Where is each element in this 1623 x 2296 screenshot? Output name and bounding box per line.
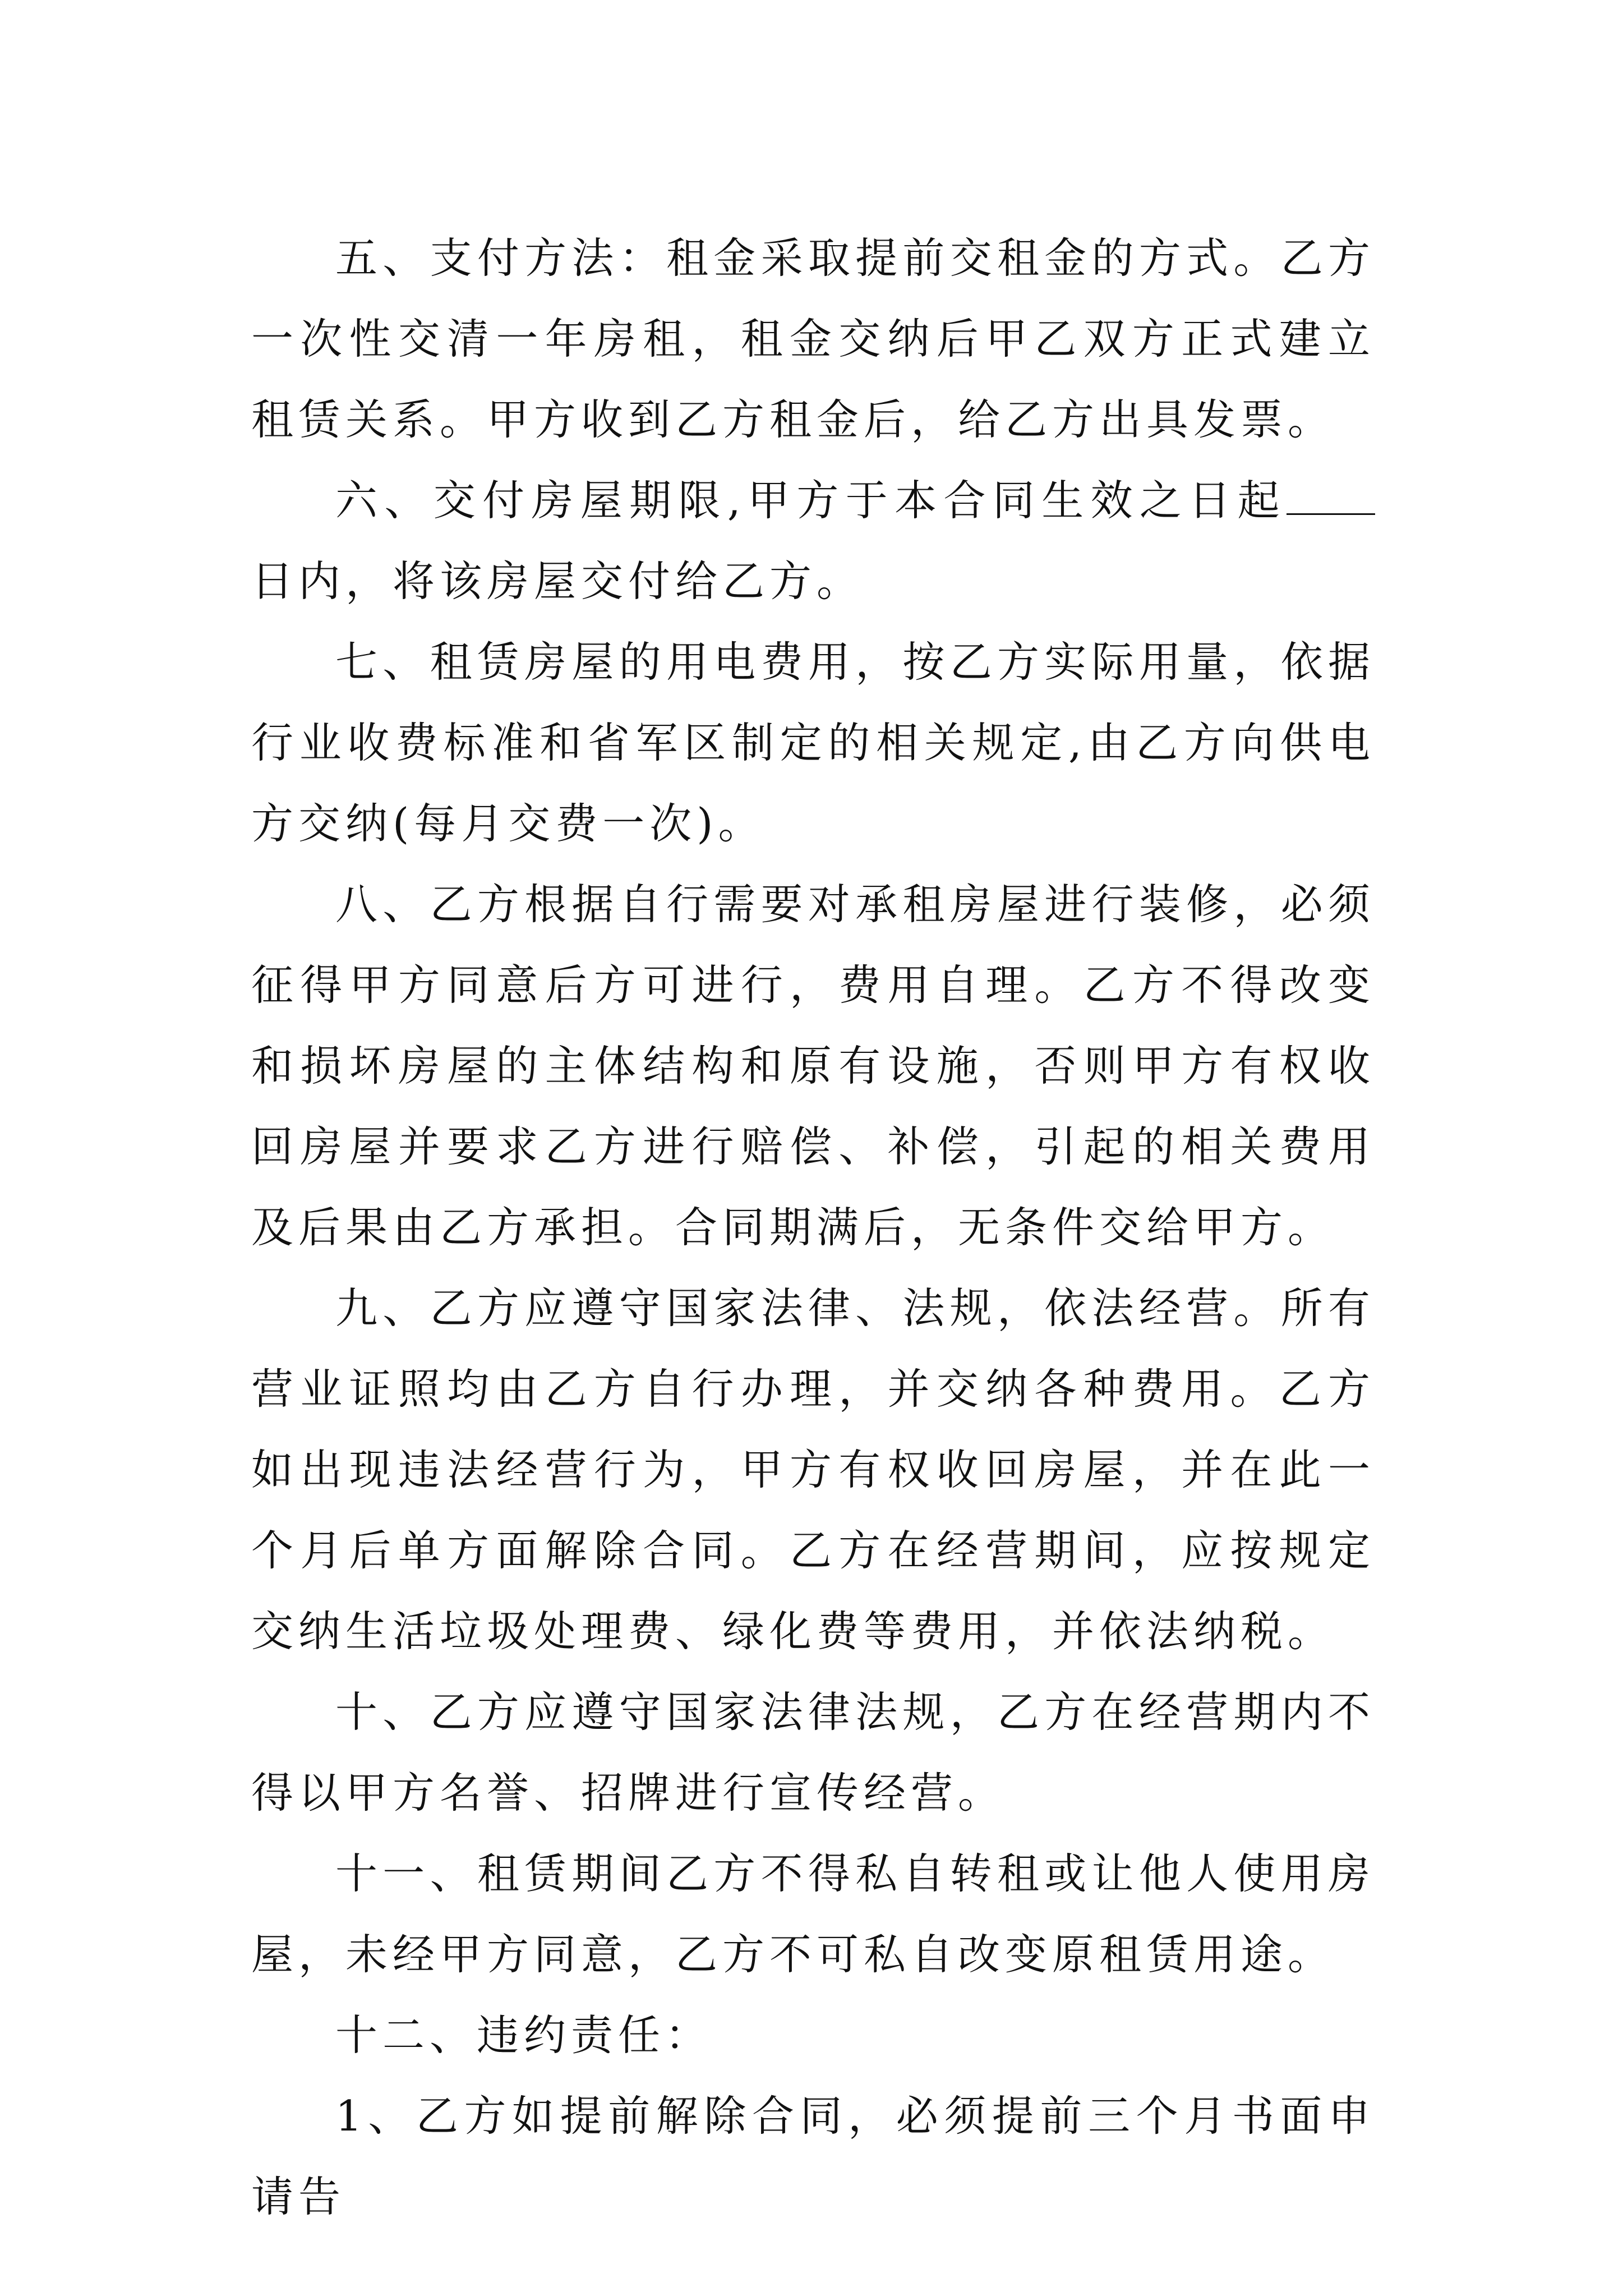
clause-12-item-1: 1、乙方如提前解除合同，必须提前三个月书面申请告 bbox=[251, 2091, 1375, 2221]
clause-11-sublease: 十一、租赁期间乙方不得私自转租或让他人使用房屋，未经甲方同意，乙方不可私自改变原租赁用途。 bbox=[251, 1849, 1375, 1979]
clause-10-reputation: 十、乙方应遵守国家法律法规，乙方在经营期内不得以甲方名誉、招牌进行宣传经营。 bbox=[251, 1687, 1375, 1818]
clause-9-compliance: 九、乙方应遵守国家法律、法规，依法经营。所有营业证照均由乙方自行办理，并交纳各种费用。乙方如出现违法经营行为，甲方有权收回房屋，并在此一个月后单方面解除合同。乙方在经营期间，应按规定交纳生活垃圾处理费、绿化费等费用，并依法纳税。 bbox=[251, 1283, 1375, 1656]
clause-6-delivery-period bbox=[251, 460, 1375, 622]
clause-12-liability-heading: 十二、违约责任： bbox=[335, 2010, 713, 2060]
contract-body bbox=[251, 218, 1375, 2237]
clause-7-electricity: 七、租赁房屋的用电费用，按乙方实际用量，依据行业收费标准和省军区制定的相关规定,由乙方向供电方交纳(每月交费一次)。 bbox=[251, 637, 1375, 848]
clause-8-renovation: 八、乙方根据自行需要对承租房屋进行装修，必须征得甲方同意后方可进行，费用自理。乙方不得改变和损坏房屋的主体结构和原有设施，否则甲方有权收回房屋并要求乙方进行赔偿、补偿，引起的相关费用及后果由乙方承担。合同期满后，无条件交给甲方。 bbox=[251, 880, 1375, 1252]
clause-6-text-before: 六、交付房屋期限,甲方于本合同生效之日起 bbox=[335, 476, 1287, 525]
clause-5-payment: 五、支付方法：租金采取提前交租金的方式。乙方一次性交清一年房租，租金交纳后甲乙双方正式建立租赁关系。甲方收到乙方租金后，给乙方出具发票。 bbox=[251, 233, 1375, 444]
fill-in-blank-days bbox=[1287, 477, 1375, 515]
clause-6-text-after: 日内，将该房屋交付给乙方。 bbox=[251, 556, 864, 606]
